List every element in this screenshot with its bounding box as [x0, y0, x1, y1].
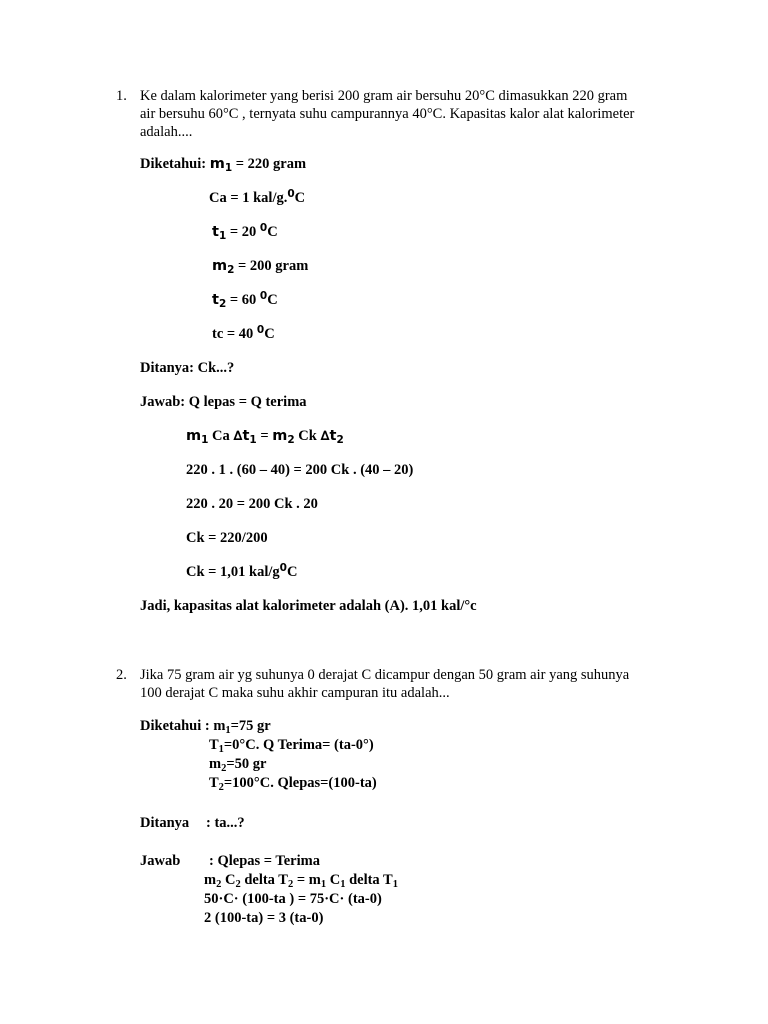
q2-jawab-label: Jawab	[140, 853, 181, 869]
q2-ditanya-label: Ditanya	[140, 815, 190, 831]
q1-m2: $m_2 = 200$ gram	[212, 258, 309, 276]
q1-t2: $t_2 = 60$ $^0$C	[212, 290, 278, 310]
q2-text-line2: 100 derajat C maka suhu akhir campuran itu adalah...	[140, 685, 450, 701]
q2-ditanya-value: : ta...?	[206, 815, 245, 831]
q1-equation-1: $m_1$ Ca $\Delta t_1 = m_2$ Ck $\Delta t_2$	[186, 428, 344, 446]
q2-diketahui-m1: Diketahui : $m_1=75$ gr	[140, 718, 271, 736]
q1-t1: $t_1 = 20$ $^0$C	[212, 222, 278, 242]
q2-answer-line1: $m_2$ $C_2$ delta $T_2 = m_1$ $C_1$ delta $T_1$	[204, 872, 398, 890]
q1-jawab: Jawab: Q lepas = Q terima	[140, 394, 307, 410]
q2-answer-line2: 50·C· (100-ta ) = 75·C· (ta-0)	[204, 891, 382, 907]
q1-equation-4: Ck = 220/200	[186, 530, 268, 546]
q1-text-line2: air bersuhu 60°C , ternyata suhu campurannya 40°C. Kapasitas kalor alat kalorimeter	[140, 106, 635, 122]
q2-jawab-value: : Qlepas = Terima	[209, 853, 320, 869]
q1-tc: tc = 40 $^0$C	[212, 324, 275, 342]
q2-t2: $T_2=100^\circ C$. Qlepas=(100-ta)	[209, 775, 377, 793]
q1-ditanya: Ditanya: Ck...?	[140, 360, 235, 376]
q2-t1: $T_1=0^\circ C$. Q Terima= (ta-0°)	[209, 737, 374, 755]
q2-answer-line3: 2 (100-ta) = 3 (ta-0)	[204, 910, 324, 926]
q1-equation-3: 220 . 20 = 200 Ck . 20	[186, 496, 318, 512]
q2-number: 2.	[116, 667, 127, 683]
q1-ca: Ca = 1 kal/g.$^0$C	[209, 188, 306, 206]
q2-text-line1: Jika 75 gram air yg suhunya 0 derajat C dicampur dengan 50 gram air yang suhunya	[140, 667, 630, 683]
q1-text-line1: Ke dalam kalorimeter yang berisi 200 gram air bersuhu 20°C dimasukkan 220 gram	[140, 88, 628, 104]
q1-text-line3: adalah....	[140, 124, 193, 140]
q1-equation-2: 220 . 1 . (60 – 40) = 200 Ck . (40 – 20)	[186, 462, 414, 478]
q1-diketahui-m1: Diketahui: $m_1 = 220$ gram	[140, 156, 307, 174]
q2-m2: $m_2=50$ gr	[209, 756, 267, 774]
q1-equation-5: Ck = 1,01 kal/$g^0C$	[186, 562, 298, 580]
q1-number: 1.	[116, 88, 127, 104]
diketahui-label: Diketahui:	[140, 156, 207, 172]
q1-conclusion: Jadi, kapasitas alat kalorimeter adalah (A). 1,01 kal/°c	[140, 598, 477, 614]
